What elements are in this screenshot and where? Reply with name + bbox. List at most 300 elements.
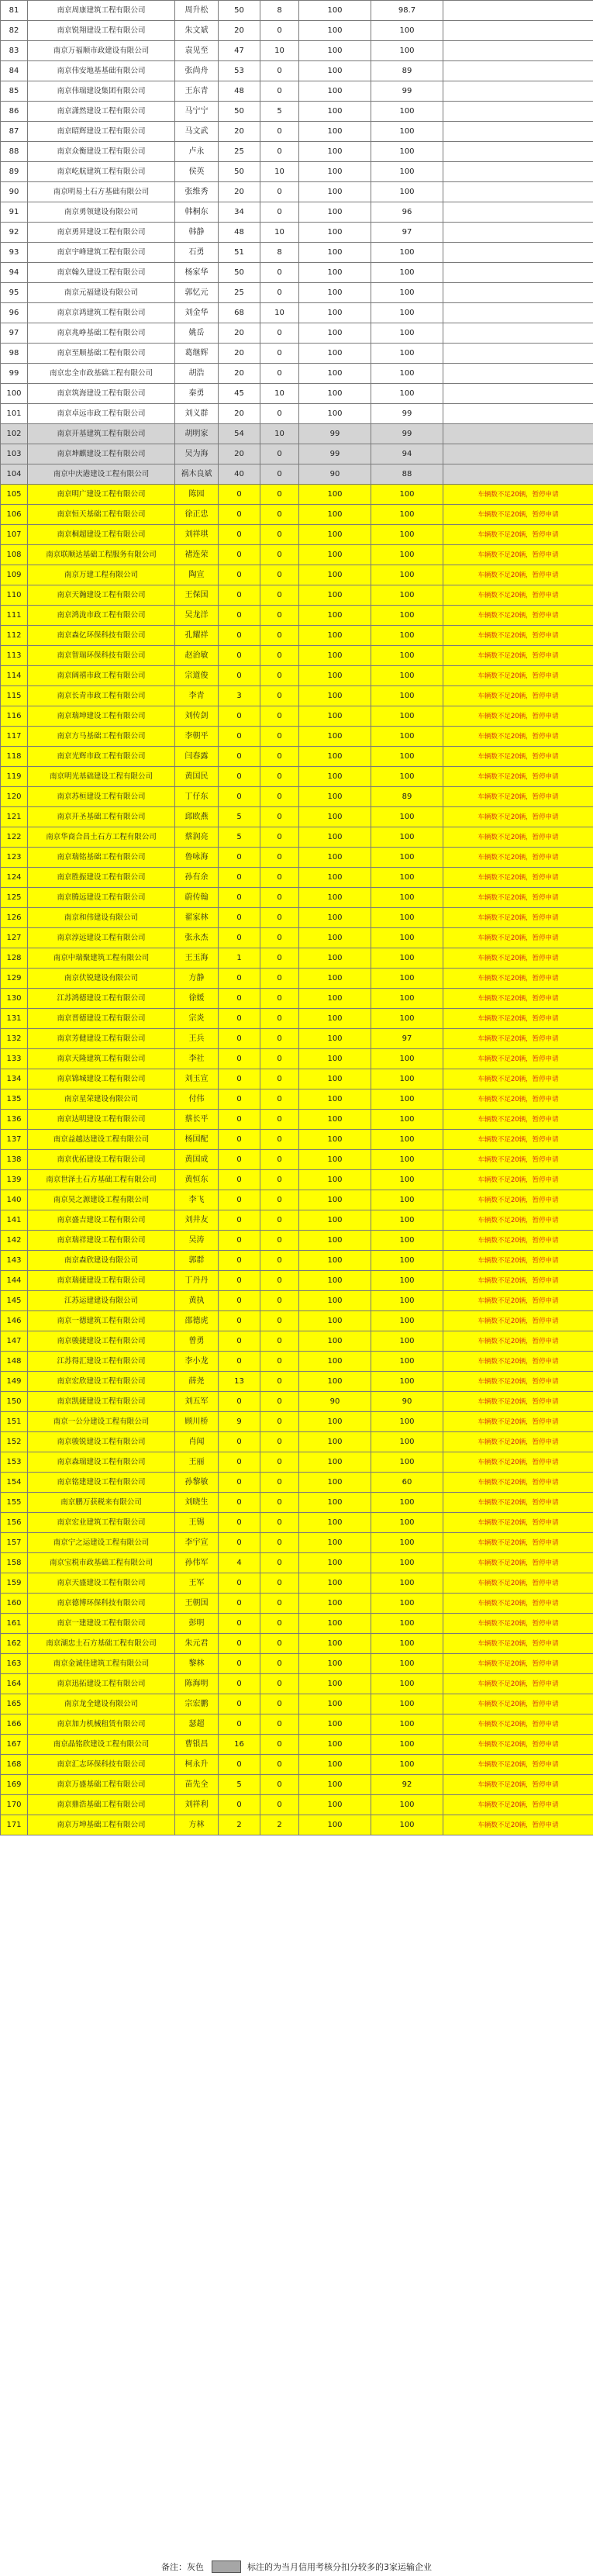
row-number-cell: 117 [1, 727, 28, 747]
vehicle-count-cell: 0 [219, 1231, 260, 1251]
company-name-cell: 南京盛吉建设工程有限公司 [28, 1210, 175, 1231]
deduction-cell: 0 [260, 485, 299, 505]
company-name-cell: 南京恒天基础工程有限公司 [28, 505, 175, 525]
remark-cell: 车辆数不足20辆，暂停申请 [443, 1553, 593, 1573]
company-name-cell: 南京加力机械租赁有限公司 [28, 1714, 175, 1735]
row-number-cell: 145 [1, 1291, 28, 1311]
row-number-cell: 130 [1, 989, 28, 1009]
row-number-cell: 160 [1, 1594, 28, 1614]
score-a-cell: 100 [299, 807, 371, 827]
score-b-cell: 100 [371, 1452, 443, 1473]
company-name-cell: 南京周康建筑工程有限公司 [28, 1, 175, 21]
remark-cell: 车辆数不足20辆，暂停申请 [443, 868, 593, 888]
row-number-cell: 91 [1, 202, 28, 223]
score-a-cell: 100 [299, 122, 371, 142]
row-number-cell: 129 [1, 969, 28, 989]
table-row [1, 1573, 593, 1594]
score-a-cell: 100 [299, 848, 371, 868]
row-number-cell: 115 [1, 686, 28, 706]
company-name-cell: 南京昊之源建设工程有限公司 [28, 1190, 175, 1210]
contact-person-cell: 蔡润亮 [175, 827, 219, 848]
company-name-cell: 南京卓远市政工程有限公司 [28, 404, 175, 424]
remark-cell: 车辆数不足20辆，暂停申请 [443, 1513, 593, 1533]
company-name-cell: 南京宏业建筑工程有限公司 [28, 1513, 175, 1533]
score-b-cell: 100 [371, 706, 443, 727]
table-row [1, 525, 593, 545]
row-number-cell: 101 [1, 404, 28, 424]
contact-person-cell: 刘传剑 [175, 706, 219, 727]
score-a-cell: 100 [299, 1089, 371, 1110]
score-b-cell: 100 [371, 606, 443, 626]
row-number-cell: 154 [1, 1473, 28, 1493]
score-a-cell: 100 [299, 1553, 371, 1573]
deduction-cell: 0 [260, 1049, 299, 1069]
score-a-cell: 100 [299, 1271, 371, 1291]
remark-cell: 车辆数不足20辆，暂停申请 [443, 1130, 593, 1150]
vehicle-count-cell: 1 [219, 948, 260, 969]
vehicle-count-cell: 13 [219, 1372, 260, 1392]
company-name-cell: 南京联顺达基础工程服务有限公司 [28, 545, 175, 565]
deduction-cell: 8 [260, 243, 299, 263]
contact-person-cell: 陶宣 [175, 565, 219, 585]
vehicle-count-cell: 0 [219, 1089, 260, 1110]
score-a-cell: 100 [299, 1473, 371, 1493]
contact-person-cell: 郭群 [175, 1251, 219, 1271]
row-number-cell: 110 [1, 585, 28, 606]
contact-person-cell: 马宁宁 [175, 102, 219, 122]
score-a-cell: 100 [299, 727, 371, 747]
remark-cell: 车辆数不足20辆，暂停申请 [443, 1271, 593, 1291]
vehicle-count-cell: 68 [219, 303, 260, 323]
score-a-cell: 100 [299, 344, 371, 364]
company-name-cell: 南京明广建设工程有限公司 [28, 485, 175, 505]
vehicle-count-cell: 0 [219, 727, 260, 747]
table-row [1, 585, 593, 606]
company-name-cell: 南京长青市政工程有限公司 [28, 686, 175, 706]
score-b-cell: 100 [371, 1654, 443, 1674]
table-row [1, 464, 593, 485]
table-row [1, 1331, 593, 1352]
contact-person-cell: 徐正忠 [175, 505, 219, 525]
score-a-cell: 100 [299, 1594, 371, 1614]
contact-person-cell: 苗先全 [175, 1775, 219, 1795]
table-row [1, 1372, 593, 1392]
deduction-cell: 0 [260, 1291, 299, 1311]
score-b-cell: 100 [371, 1553, 443, 1573]
score-a-cell: 100 [299, 1331, 371, 1352]
table-row [1, 928, 593, 948]
remark-cell [443, 364, 593, 384]
remark-cell [443, 162, 593, 182]
row-number-cell: 94 [1, 263, 28, 283]
company-name-cell: 南京鼎浩基础工程有限公司 [28, 1795, 175, 1815]
score-b-cell: 100 [371, 1755, 443, 1775]
table-row [1, 102, 593, 122]
company-name-cell: 南京宇峰建筑工程有限公司 [28, 243, 175, 263]
deduction-cell: 0 [260, 1089, 299, 1110]
deduction-cell: 8 [260, 1, 299, 21]
table-row [1, 1069, 593, 1089]
score-b-cell: 100 [371, 142, 443, 162]
table-row [1, 1735, 593, 1755]
vehicle-count-cell: 5 [219, 1775, 260, 1795]
row-number-cell: 157 [1, 1533, 28, 1553]
row-number-cell: 89 [1, 162, 28, 182]
contact-person-cell: 李宇宣 [175, 1533, 219, 1553]
score-b-cell: 99 [371, 424, 443, 444]
remark-cell: 车辆数不足20辆，暂停申请 [443, 787, 593, 807]
contact-person-cell: 柯永升 [175, 1755, 219, 1775]
contact-person-cell: 刘晓生 [175, 1493, 219, 1513]
score-a-cell: 100 [299, 928, 371, 948]
table-row [1, 1493, 593, 1513]
row-number-cell: 103 [1, 444, 28, 464]
table-row [1, 1009, 593, 1029]
score-b-cell: 100 [371, 1674, 443, 1694]
vehicle-count-cell: 25 [219, 142, 260, 162]
score-b-cell: 100 [371, 1634, 443, 1654]
contact-person-cell: 徐媛 [175, 989, 219, 1009]
table-row [1, 1170, 593, 1190]
contact-person-cell: 翟家林 [175, 908, 219, 928]
deduction-cell: 0 [260, 1614, 299, 1634]
score-b-cell: 100 [371, 1412, 443, 1432]
vehicle-count-cell: 2 [219, 1815, 260, 1835]
deduction-cell: 0 [260, 1150, 299, 1170]
remark-cell: 车辆数不足20辆，暂停申请 [443, 1311, 593, 1331]
vehicle-count-cell: 0 [219, 1190, 260, 1210]
remark-cell [443, 41, 593, 61]
score-b-cell: 100 [371, 1009, 443, 1029]
score-b-cell: 100 [371, 182, 443, 202]
vehicle-count-cell: 0 [219, 666, 260, 686]
score-a-cell: 100 [299, 706, 371, 727]
vehicle-count-cell: 48 [219, 81, 260, 102]
remark-cell: 车辆数不足20辆，暂停申请 [443, 908, 593, 928]
deduction-cell: 0 [260, 1311, 299, 1331]
legend-text: 标注的为当月信用考核分扣分较多的3家运输企业 [247, 2562, 432, 2572]
score-b-cell: 100 [371, 323, 443, 344]
company-name-cell: 南京万盛基础工程有限公司 [28, 1775, 175, 1795]
vehicle-count-cell: 20 [219, 344, 260, 364]
remark-cell: 车辆数不足20辆，暂停申请 [443, 1412, 593, 1432]
score-a-cell: 100 [299, 223, 371, 243]
table-row [1, 384, 593, 404]
remark-cell: 车辆数不足20辆，暂停申请 [443, 1775, 593, 1795]
row-number-cell: 123 [1, 848, 28, 868]
score-b-cell: 100 [371, 848, 443, 868]
remark-cell [443, 21, 593, 41]
remark-cell: 车辆数不足20辆，暂停申请 [443, 706, 593, 727]
deduction-cell: 0 [260, 283, 299, 303]
remark-cell: 车辆数不足20辆，暂停申请 [443, 1190, 593, 1210]
company-name-cell: 南京众衡建设工程有限公司 [28, 142, 175, 162]
table-row [1, 1311, 593, 1331]
table-row [1, 1029, 593, 1049]
vehicle-count-cell: 0 [219, 646, 260, 666]
deduction-cell: 0 [260, 1372, 299, 1392]
contact-person-cell: 杨国配 [175, 1130, 219, 1150]
table-row [1, 747, 593, 767]
score-a-cell: 100 [299, 908, 371, 928]
remark-cell: 车辆数不足20辆，暂停申请 [443, 827, 593, 848]
score-a-cell: 100 [299, 505, 371, 525]
row-number-cell: 92 [1, 223, 28, 243]
row-number-cell: 169 [1, 1775, 28, 1795]
company-name-cell: 南京至顺基础工程有限公司 [28, 344, 175, 364]
score-a-cell: 100 [299, 1452, 371, 1473]
remark-cell: 车辆数不足20辆，暂停申请 [443, 1392, 593, 1412]
contact-person-cell: 邱欧燕 [175, 807, 219, 827]
table-row [1, 1654, 593, 1674]
company-name-cell: 南京锐翔建设工程有限公司 [28, 21, 175, 41]
company-name-cell: 南京筑海建设工程有限公司 [28, 384, 175, 404]
score-a-cell: 100 [299, 626, 371, 646]
remark-cell: 车辆数不足20辆，暂停申请 [443, 1110, 593, 1130]
score-a-cell: 100 [299, 102, 371, 122]
deduction-cell: 0 [260, 969, 299, 989]
table-row [1, 61, 593, 81]
company-name-cell: 南京勇昇建设工程有限公司 [28, 223, 175, 243]
score-b-cell: 100 [371, 1130, 443, 1150]
remark-cell [443, 81, 593, 102]
score-b-cell: 98.7 [371, 1, 443, 21]
score-b-cell: 100 [371, 1089, 443, 1110]
company-name-cell: 南京忠全市政基础工程有限公司 [28, 364, 175, 384]
table-row [1, 1089, 593, 1110]
contact-person-cell: 宗道俊 [175, 666, 219, 686]
score-b-cell: 100 [371, 1795, 443, 1815]
contact-person-cell: 黄国民 [175, 767, 219, 787]
contact-person-cell: 方静 [175, 969, 219, 989]
table-row [1, 787, 593, 807]
deduction-cell: 10 [260, 424, 299, 444]
table-row [1, 1775, 593, 1795]
deduction-cell: 0 [260, 1553, 299, 1573]
vehicle-count-cell: 20 [219, 122, 260, 142]
vehicle-count-cell: 54 [219, 424, 260, 444]
score-b-cell: 100 [371, 525, 443, 545]
deduction-cell: 0 [260, 1573, 299, 1594]
remark-cell: 车辆数不足20辆，暂停申请 [443, 1452, 593, 1473]
table-row [1, 223, 593, 243]
row-number-cell: 143 [1, 1251, 28, 1271]
score-a-cell: 100 [299, 1069, 371, 1089]
remark-cell [443, 344, 593, 364]
score-a-cell: 100 [299, 1815, 371, 1835]
table-row [1, 81, 593, 102]
score-a-cell: 100 [299, 364, 371, 384]
deduction-cell: 0 [260, 545, 299, 565]
company-name-cell: 南京德博环保科技有限公司 [28, 1594, 175, 1614]
vehicle-count-cell: 0 [219, 787, 260, 807]
deduction-cell: 10 [260, 303, 299, 323]
company-name-cell: 南京一德建筑工程有限公司 [28, 1311, 175, 1331]
table-row [1, 1533, 593, 1553]
table-row [1, 323, 593, 344]
vehicle-count-cell: 20 [219, 182, 260, 202]
deduction-cell: 0 [260, 464, 299, 485]
contact-person-cell: 李朝平 [175, 727, 219, 747]
deduction-cell: 0 [260, 444, 299, 464]
remark-cell [443, 243, 593, 263]
score-a-cell: 100 [299, 404, 371, 424]
score-a-cell: 100 [299, 606, 371, 626]
score-a-cell: 100 [299, 1029, 371, 1049]
row-number-cell: 102 [1, 424, 28, 444]
table-row [1, 1614, 593, 1634]
table-row [1, 263, 593, 283]
vehicle-count-cell: 0 [219, 1714, 260, 1735]
row-number-cell: 151 [1, 1412, 28, 1432]
deduction-cell: 0 [260, 807, 299, 827]
score-a-cell: 100 [299, 565, 371, 585]
contact-person-cell: 朱文斌 [175, 21, 219, 41]
score-a-cell: 100 [299, 1210, 371, 1231]
contact-person-cell: 黄国成 [175, 1150, 219, 1170]
score-a-cell: 100 [299, 1231, 371, 1251]
row-number-cell: 119 [1, 767, 28, 787]
score-b-cell: 94 [371, 444, 443, 464]
vehicle-count-cell: 0 [219, 525, 260, 545]
remark-cell: 车辆数不足20辆，暂停申请 [443, 1231, 593, 1251]
score-a-cell: 100 [299, 666, 371, 686]
row-number-cell: 141 [1, 1210, 28, 1231]
contact-person-cell: 吴龙洋 [175, 606, 219, 626]
score-a-cell: 100 [299, 202, 371, 223]
company-name-cell: 南京天隆建筑工程有限公司 [28, 1049, 175, 1069]
remark-cell: 车辆数不足20辆，暂停申请 [443, 1352, 593, 1372]
table-row [1, 908, 593, 928]
deduction-cell: 0 [260, 1795, 299, 1815]
deduction-cell: 10 [260, 223, 299, 243]
company-name-cell: 南京开基建筑工程有限公司 [28, 424, 175, 444]
vehicle-count-cell: 0 [219, 1493, 260, 1513]
score-a-cell: 100 [299, 1150, 371, 1170]
deduction-cell: 0 [260, 1251, 299, 1271]
remark-cell: 车辆数不足20辆，暂停申请 [443, 1473, 593, 1493]
score-b-cell: 100 [371, 545, 443, 565]
score-b-cell: 100 [371, 1372, 443, 1392]
contact-person-cell: 宗炎 [175, 1009, 219, 1029]
vehicle-count-cell: 0 [219, 1533, 260, 1553]
table-row [1, 444, 593, 464]
company-name-cell: 南京金诚佳建筑工程有限公司 [28, 1654, 175, 1674]
deduction-cell: 0 [260, 182, 299, 202]
score-a-cell: 100 [299, 1432, 371, 1452]
score-a-cell: 100 [299, 1654, 371, 1674]
contact-person-cell: 孙伟军 [175, 1553, 219, 1573]
table-row [1, 1190, 593, 1210]
remark-cell: 车辆数不足20辆，暂停申请 [443, 686, 593, 706]
remark-cell: 车辆数不足20辆，暂停申请 [443, 1614, 593, 1634]
company-name-cell: 南京和伟建设有限公司 [28, 908, 175, 928]
row-number-cell: 105 [1, 485, 28, 505]
contact-person-cell: 胡浩 [175, 364, 219, 384]
company-name-cell: 南京腾远建设工程有限公司 [28, 888, 175, 908]
remark-cell [443, 303, 593, 323]
remark-cell: 车辆数不足20辆，暂停申请 [443, 1573, 593, 1594]
row-number-cell: 136 [1, 1110, 28, 1130]
company-name-cell: 南京翰久建设工程有限公司 [28, 263, 175, 283]
table-row [1, 666, 593, 686]
vehicle-count-cell: 0 [219, 1674, 260, 1694]
contact-person-cell: 刘祥利 [175, 1795, 219, 1815]
deduction-cell: 0 [260, 1392, 299, 1412]
score-b-cell: 100 [371, 102, 443, 122]
score-b-cell: 100 [371, 263, 443, 283]
vehicle-count-cell: 0 [219, 1311, 260, 1331]
score-a-cell: 100 [299, 1049, 371, 1069]
table-row [1, 888, 593, 908]
remark-cell: 车辆数不足20辆，暂停申请 [443, 646, 593, 666]
contact-person-cell: 肖闻 [175, 1432, 219, 1452]
contact-person-cell: 陈海明 [175, 1674, 219, 1694]
score-b-cell: 100 [371, 1352, 443, 1372]
table-row [1, 807, 593, 827]
score-a-cell: 100 [299, 1009, 371, 1029]
row-number-cell: 132 [1, 1029, 28, 1049]
table-row [1, 1755, 593, 1775]
score-a-cell: 90 [299, 1392, 371, 1412]
contact-person-cell: 邵德虎 [175, 1311, 219, 1331]
contact-person-cell: 吴涛 [175, 1231, 219, 1251]
table-row [1, 1150, 593, 1170]
score-b-cell: 100 [371, 969, 443, 989]
row-number-cell: 85 [1, 81, 28, 102]
company-name-cell: 南京明光基础建设工程有限公司 [28, 767, 175, 787]
vehicle-count-cell: 16 [219, 1735, 260, 1755]
deduction-cell: 0 [260, 364, 299, 384]
row-number-cell: 164 [1, 1674, 28, 1694]
vehicle-count-cell: 0 [219, 1795, 260, 1815]
remark-cell: 车辆数不足20辆，暂停申请 [443, 807, 593, 827]
deduction-cell: 0 [260, 727, 299, 747]
table-row [1, 142, 593, 162]
company-name-cell: 南京中瑞聚建筑工程有限公司 [28, 948, 175, 969]
row-number-cell: 158 [1, 1553, 28, 1573]
vehicle-count-cell: 0 [219, 969, 260, 989]
vehicle-count-cell: 0 [219, 1654, 260, 1674]
row-number-cell: 140 [1, 1190, 28, 1210]
contact-person-cell: 丁丹丹 [175, 1271, 219, 1291]
score-b-cell: 100 [371, 1432, 443, 1452]
company-name-cell: 南京伏锐建设有限公司 [28, 969, 175, 989]
score-a-cell: 100 [299, 1694, 371, 1714]
deduction-cell: 0 [260, 666, 299, 686]
remark-cell: 车辆数不足20辆，暂停申请 [443, 1150, 593, 1170]
table-row [1, 1352, 593, 1372]
table-row [1, 1231, 593, 1251]
company-name-cell: 南京森欣建设有限公司 [28, 1251, 175, 1271]
deduction-cell: 0 [260, 505, 299, 525]
score-b-cell: 100 [371, 162, 443, 182]
table-row [1, 989, 593, 1009]
row-number-cell: 82 [1, 21, 28, 41]
contact-person-cell: 孔耀祥 [175, 626, 219, 646]
remark-cell: 车辆数不足20辆，暂停申请 [443, 948, 593, 969]
deduction-cell: 0 [260, 1452, 299, 1473]
company-name-cell: 南京开圣基础工程有限公司 [28, 807, 175, 827]
contact-person-cell: 吴为海 [175, 444, 219, 464]
remark-cell: 车辆数不足20辆，暂停申请 [443, 1432, 593, 1452]
score-b-cell: 97 [371, 1029, 443, 1049]
row-number-cell: 165 [1, 1694, 28, 1714]
deduction-cell: 0 [260, 202, 299, 223]
row-number-cell: 135 [1, 1089, 28, 1110]
score-b-cell: 100 [371, 1190, 443, 1210]
remark-cell: 车辆数不足20辆，暂停申请 [443, 969, 593, 989]
